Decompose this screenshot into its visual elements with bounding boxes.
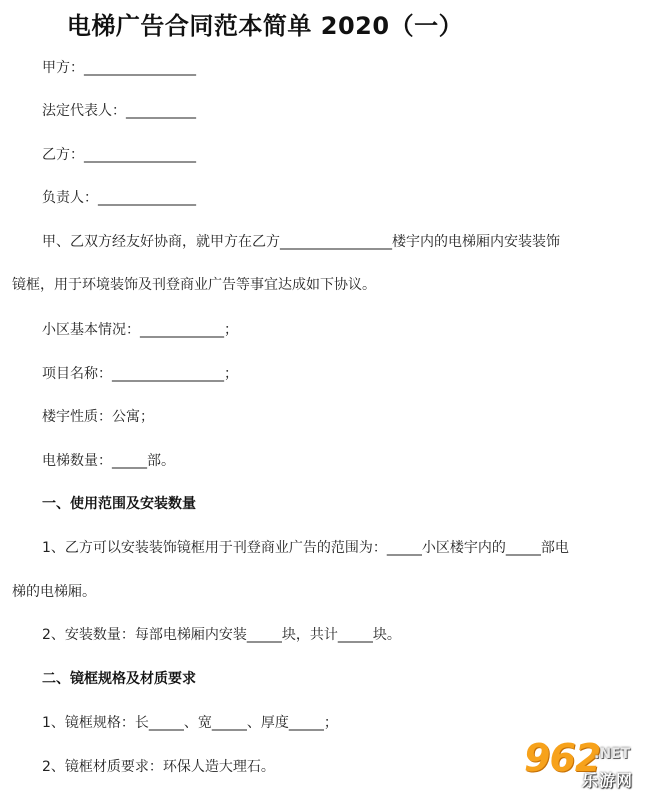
preamble-line-1: 甲、乙双方经友好协商，就甲方在乙方________________楼宇内的电梯厢内安装装饰 — [42, 234, 560, 250]
watermark-chinese: 乐游网 — [582, 771, 634, 790]
clause-2-1-line: 1、镜框规格：长_____、宽_____、厚度_____； — [42, 715, 338, 731]
community-info-line: 小区基本情况：____________； — [42, 322, 238, 338]
project-name-line: 项目名称：________________； — [42, 366, 238, 382]
person-in-charge-line: 负责人：______________ — [42, 190, 196, 206]
section-heading-1: 一、使用范围及安装数量 — [42, 496, 196, 512]
party-b-line: 乙方：________________ — [42, 147, 196, 163]
elevator-count-line: 电梯数量：_____部。 — [42, 453, 175, 469]
watermark-number: 962 — [524, 736, 601, 780]
party-a-line: 甲方：________________ — [42, 60, 196, 76]
building-type-line: 楼宇性质：公寓； — [42, 409, 154, 425]
site-watermark-logo — [502, 738, 638, 794]
legal-representative-line: 法定代表人：__________ — [42, 103, 196, 119]
clause-1-1-line-1: 1、乙方可以安装装饰镜框用于刊登商业广告的范围为：_____小区楼宇内的_____部电 — [42, 540, 569, 556]
watermark-suffix: .NET — [594, 746, 631, 762]
document-title: 电梯广告合同范本简单 2020（一） — [66, 12, 464, 40]
clause-1-2-line: 2、安装数量：每部电梯厢内安装_____块，共计_____块。 — [42, 627, 401, 643]
preamble-line-2: 镜框，用于环境装饰及刊登商业广告等事宜达成如下协议。 — [12, 277, 376, 293]
section-heading-2: 二、镜框规格及材质要求 — [42, 671, 196, 687]
clause-2-2-line: 2、镜框材质要求：环保人造大理石。 — [42, 759, 275, 775]
clause-1-1-line-2: 梯的电梯厢。 — [12, 584, 96, 600]
